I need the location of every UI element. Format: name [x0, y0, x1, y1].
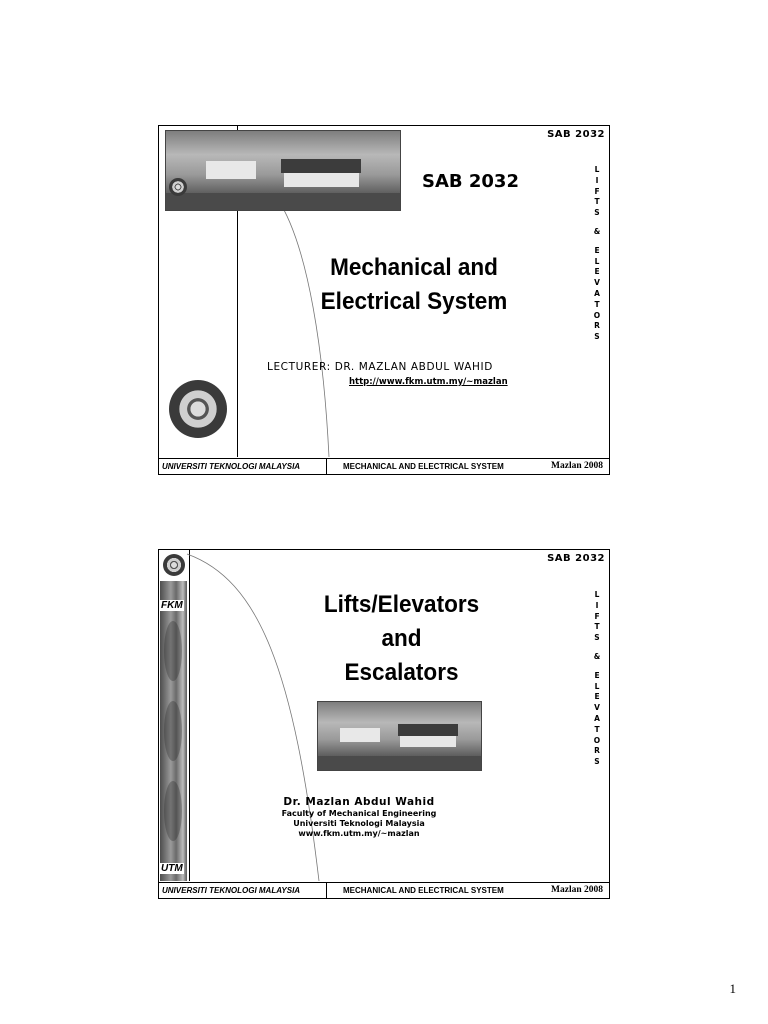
utm-crest-small	[169, 178, 187, 196]
faculty-name: Faculty of Mechanical Engineering	[281, 809, 437, 818]
course-code-corner: SAB 2032	[547, 553, 605, 564]
page-number: 1	[729, 981, 736, 996]
author-affiliation	[159, 809, 559, 839]
footer-author-year: Mazlan 2008	[551, 885, 603, 895]
vertical-lifts-elevators: L I F T S & E L E V A T O R S	[593, 590, 601, 767]
slide-title: Mechanical and Electrical System	[320, 254, 508, 315]
website-url[interactable]: www.fkm.utm.my/~mazlan	[298, 829, 420, 838]
utm-crest-large	[169, 380, 227, 438]
footer-course-name: MECHANICAL AND ELECTRICAL SYSTEM	[343, 886, 504, 895]
author-name: Dr. Mazlan Abdul Wahid	[283, 796, 435, 808]
footer-author-year: Mazlan 2008	[551, 461, 603, 471]
footer-course-name: MECHANICAL AND ELECTRICAL SYSTEM	[343, 462, 504, 471]
vertical-lifts-elevators: L I F T S & E L E V A T O R S	[593, 165, 601, 342]
lecturer-name: LECTURER: DR. MAZLAN ABDUL WAHID	[267, 361, 493, 373]
slide-1	[158, 125, 610, 475]
campus-photo	[317, 701, 482, 771]
slide-2	[158, 549, 610, 899]
footer-university: UNIVERSITI TEKNOLOGI MALAYSIA	[159, 459, 327, 474]
campus-photo	[165, 130, 401, 211]
university-name: Universiti Teknologi Malaysia	[293, 819, 425, 828]
fkm-label: FKM	[161, 600, 183, 611]
course-code-corner: SAB 2032	[547, 129, 605, 140]
slide-title: Lifts/Elevators and Escalators	[323, 591, 480, 686]
utm-crest-small	[163, 554, 185, 576]
utm-label: UTM	[161, 863, 183, 874]
slide-footer	[159, 458, 609, 474]
lecturer-url[interactable]: http://www.fkm.utm.my/~mazlan	[349, 377, 508, 387]
course-code: SAB 2032	[422, 171, 519, 192]
footer-university: UNIVERSITI TEKNOLOGI MALAYSIA	[159, 883, 327, 898]
slide-footer	[159, 882, 609, 898]
